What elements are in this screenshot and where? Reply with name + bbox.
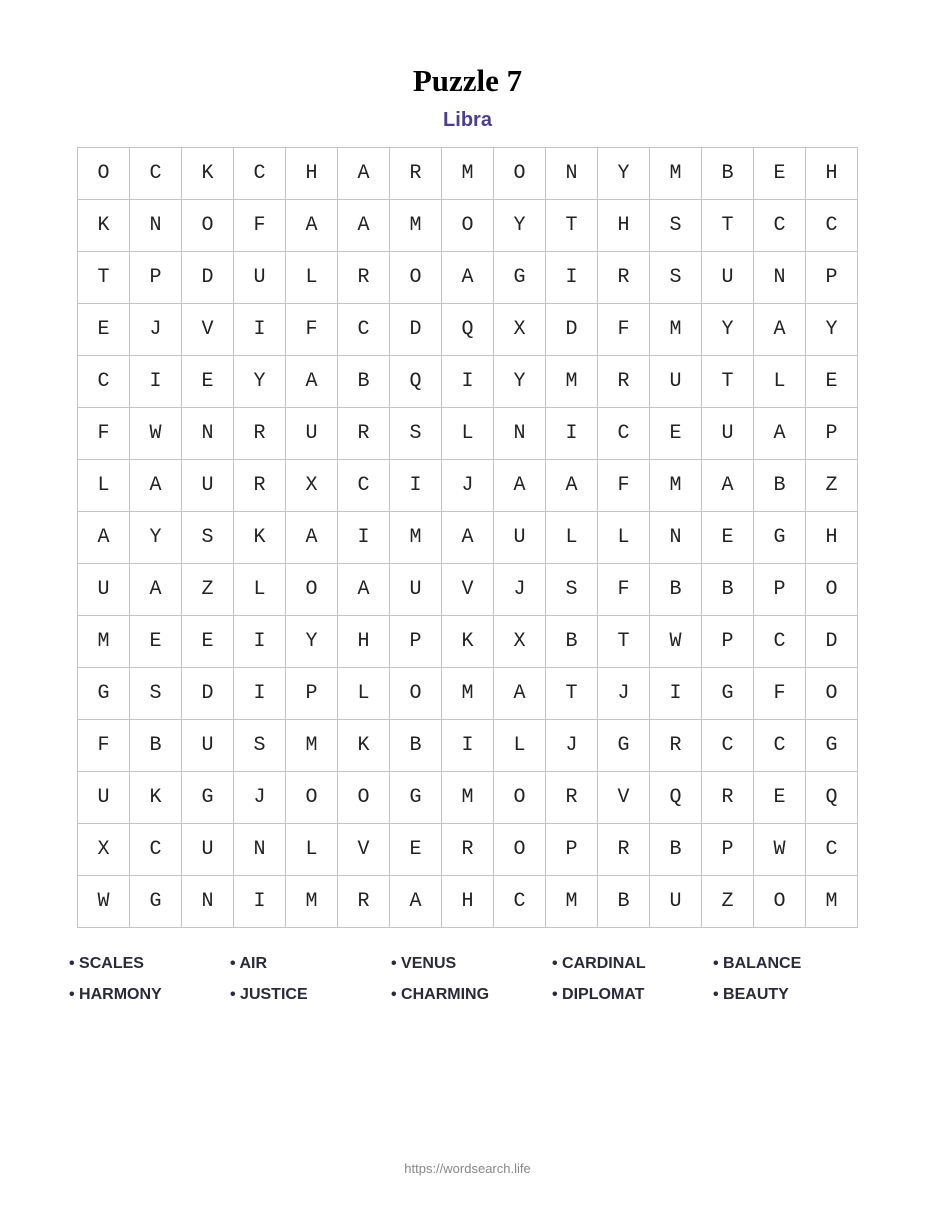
grid-cell: S [130, 668, 182, 720]
grid-cell: G [130, 876, 182, 928]
grid-cell: G [598, 720, 650, 772]
grid-cell: Y [494, 356, 546, 408]
grid-row [78, 252, 858, 304]
grid-cell: L [286, 252, 338, 304]
grid-cell: P [702, 824, 754, 876]
grid-cell: J [546, 720, 598, 772]
grid-cell: L [442, 408, 494, 460]
grid-cell: P [390, 616, 442, 668]
grid-cell: F [78, 408, 130, 460]
grid-cell: E [806, 356, 858, 408]
grid-cell: K [182, 148, 234, 200]
word-list [69, 953, 874, 1006]
grid-cell: A [494, 668, 546, 720]
grid-cell: C [78, 356, 130, 408]
grid-cell: I [546, 408, 598, 460]
grid-cell: S [390, 408, 442, 460]
grid-cell: T [546, 668, 598, 720]
grid-cell: C [494, 876, 546, 928]
grid-cell: R [442, 824, 494, 876]
grid-cell: V [182, 304, 234, 356]
grid-row [78, 720, 858, 772]
grid-cell: U [234, 252, 286, 304]
grid-row [78, 668, 858, 720]
grid-cell: O [286, 564, 338, 616]
grid-cell: B [338, 356, 390, 408]
word-list-item: • SCALES [69, 955, 144, 972]
grid-cell: L [546, 512, 598, 564]
grid-cell: I [442, 356, 494, 408]
grid-cell: A [546, 460, 598, 512]
grid-cell: B [650, 564, 702, 616]
word-list-item: • BEAUTY [713, 986, 789, 1003]
grid-cell: A [286, 356, 338, 408]
grid-cell: U [494, 512, 546, 564]
grid-cell: A [130, 564, 182, 616]
grid-cell: Q [390, 356, 442, 408]
grid-cell: I [442, 720, 494, 772]
grid-cell: A [338, 200, 390, 252]
grid-cell: L [338, 668, 390, 720]
grid-cell: P [546, 824, 598, 876]
grid-cell: M [78, 616, 130, 668]
grid-cell: T [546, 200, 598, 252]
grid-cell: V [338, 824, 390, 876]
grid-cell: U [182, 460, 234, 512]
footer-url: https://wordsearch.life [404, 1161, 531, 1176]
grid-cell: M [650, 304, 702, 356]
grid-cell: A [286, 512, 338, 564]
grid-cell: W [130, 408, 182, 460]
grid-cell: A [442, 252, 494, 304]
grid-cell: R [234, 460, 286, 512]
grid-cell: K [442, 616, 494, 668]
grid-cell: S [650, 200, 702, 252]
grid-cell: O [390, 668, 442, 720]
letter-grid [77, 147, 858, 928]
grid-cell: K [234, 512, 286, 564]
grid-cell: A [442, 512, 494, 564]
grid-cell: N [130, 200, 182, 252]
grid-cell: K [338, 720, 390, 772]
grid-cell: M [650, 460, 702, 512]
grid-cell: M [442, 668, 494, 720]
grid-cell: X [494, 616, 546, 668]
grid-cell: I [234, 668, 286, 720]
grid-cell: Z [182, 564, 234, 616]
grid-cell: O [494, 772, 546, 824]
grid-cell: C [338, 460, 390, 512]
grid-cell: O [390, 252, 442, 304]
grid-cell: N [546, 148, 598, 200]
grid-cell: R [650, 720, 702, 772]
grid-cell: E [182, 356, 234, 408]
grid-cell: U [390, 564, 442, 616]
grid-cell: Y [234, 356, 286, 408]
grid-cell: E [390, 824, 442, 876]
grid-cell: C [338, 304, 390, 356]
grid-cell: U [182, 824, 234, 876]
grid-cell: A [494, 460, 546, 512]
grid-cell: I [234, 616, 286, 668]
grid-cell: L [234, 564, 286, 616]
grid-cell: S [546, 564, 598, 616]
grid-cell: T [598, 616, 650, 668]
grid-cell: B [702, 564, 754, 616]
word-list-item: • CARDINAL [552, 955, 646, 972]
grid-cell: N [650, 512, 702, 564]
grid-cell: N [234, 824, 286, 876]
grid-cell: Y [702, 304, 754, 356]
grid-cell: X [494, 304, 546, 356]
grid-cell: K [78, 200, 130, 252]
grid-cell: A [754, 304, 806, 356]
grid-cell: Q [650, 772, 702, 824]
grid-cell: C [754, 616, 806, 668]
grid-cell: I [338, 512, 390, 564]
grid-cell: R [338, 408, 390, 460]
grid-cell: L [598, 512, 650, 564]
grid-cell: Y [598, 148, 650, 200]
grid-cell: L [286, 824, 338, 876]
grid-cell: E [754, 772, 806, 824]
grid-cell: U [650, 876, 702, 928]
word-list-item: • AIR [230, 955, 268, 972]
grid-row [78, 460, 858, 512]
grid-cell: R [598, 824, 650, 876]
grid-cell: Z [806, 460, 858, 512]
grid-cell: R [598, 356, 650, 408]
grid-row [78, 772, 858, 824]
grid-cell: A [338, 564, 390, 616]
grid-cell: F [234, 200, 286, 252]
grid-cell: C [806, 824, 858, 876]
grid-cell: O [754, 876, 806, 928]
grid-cell: P [806, 408, 858, 460]
grid-cell: X [78, 824, 130, 876]
word-list-item: • HARMONY [69, 986, 162, 1003]
grid-cell: C [598, 408, 650, 460]
grid-cell: U [78, 772, 130, 824]
word-list-item: • VENUS [391, 955, 457, 972]
grid-cell: Z [702, 876, 754, 928]
grid-cell: I [390, 460, 442, 512]
grid-cell: B [546, 616, 598, 668]
grid-cell: L [754, 356, 806, 408]
grid-cell: R [702, 772, 754, 824]
grid-row [78, 408, 858, 460]
grid-cell: H [806, 148, 858, 200]
grid-cell: R [338, 876, 390, 928]
grid-cell: M [286, 876, 338, 928]
grid-cell: F [754, 668, 806, 720]
grid-cell: O [338, 772, 390, 824]
grid-cell: I [546, 252, 598, 304]
grid-cell: W [754, 824, 806, 876]
grid-cell: X [286, 460, 338, 512]
grid-cell: A [286, 200, 338, 252]
grid-cell: F [78, 720, 130, 772]
grid-cell: U [702, 408, 754, 460]
word-list-item: • BALANCE [713, 955, 802, 972]
grid-cell: Q [442, 304, 494, 356]
grid-cell: B [650, 824, 702, 876]
grid-cell: F [598, 564, 650, 616]
grid-cell: U [78, 564, 130, 616]
grid-cell: O [494, 148, 546, 200]
grid-cell: T [702, 356, 754, 408]
grid-cell: C [754, 200, 806, 252]
grid-cell: R [234, 408, 286, 460]
puzzle-subtitle: Libra [443, 109, 492, 131]
grid-cell: T [78, 252, 130, 304]
grid-cell: M [286, 720, 338, 772]
grid-cell: W [650, 616, 702, 668]
word-list-item: • JUSTICE [230, 986, 308, 1003]
grid-cell: A [390, 876, 442, 928]
grid-cell: S [650, 252, 702, 304]
grid-cell: M [650, 148, 702, 200]
grid-row [78, 876, 858, 928]
grid-cell: C [754, 720, 806, 772]
grid-cell: J [598, 668, 650, 720]
grid-cell: H [338, 616, 390, 668]
grid-cell: N [754, 252, 806, 304]
grid-cell: E [754, 148, 806, 200]
grid-cell: U [650, 356, 702, 408]
grid-cell: R [598, 252, 650, 304]
grid-cell: D [546, 304, 598, 356]
grid-cell: I [234, 304, 286, 356]
grid-cell: D [182, 252, 234, 304]
grid-cell: M [442, 148, 494, 200]
grid-cell: C [130, 148, 182, 200]
grid-cell: E [78, 304, 130, 356]
grid-cell: U [286, 408, 338, 460]
grid-cell: Y [286, 616, 338, 668]
grid-cell: R [390, 148, 442, 200]
grid-cell: J [130, 304, 182, 356]
grid-cell: H [442, 876, 494, 928]
grid-cell: B [702, 148, 754, 200]
grid-cell: O [78, 148, 130, 200]
puzzle-title: Puzzle 7 [412, 63, 523, 98]
grid-cell: R [546, 772, 598, 824]
grid-cell: N [182, 876, 234, 928]
grid-row [78, 304, 858, 356]
grid-cell: L [78, 460, 130, 512]
grid-cell: O [442, 200, 494, 252]
grid-cell: G [806, 720, 858, 772]
grid-cell: Y [130, 512, 182, 564]
grid-cell: N [182, 408, 234, 460]
grid-cell: J [234, 772, 286, 824]
grid-cell: C [806, 200, 858, 252]
grid-cell: P [754, 564, 806, 616]
grid-cell: P [130, 252, 182, 304]
grid-row [78, 148, 858, 200]
grid-cell: U [702, 252, 754, 304]
grid-cell: P [286, 668, 338, 720]
grid-cell: L [494, 720, 546, 772]
grid-cell: H [598, 200, 650, 252]
grid-cell: V [598, 772, 650, 824]
grid-cell: S [234, 720, 286, 772]
grid-cell: P [702, 616, 754, 668]
grid-cell: D [182, 668, 234, 720]
grid-cell: O [806, 668, 858, 720]
grid-cell: G [754, 512, 806, 564]
grid-cell: T [702, 200, 754, 252]
grid-cell: G [78, 668, 130, 720]
grid-row [78, 824, 858, 876]
grid-cell: Q [806, 772, 858, 824]
grid-cell: M [546, 356, 598, 408]
grid-cell: A [702, 460, 754, 512]
grid-cell: O [806, 564, 858, 616]
grid-row [78, 616, 858, 668]
grid-cell: M [390, 512, 442, 564]
grid-cell: D [390, 304, 442, 356]
grid-cell: V [442, 564, 494, 616]
grid-row [78, 512, 858, 564]
grid-cell: H [286, 148, 338, 200]
grid-cell: J [442, 460, 494, 512]
grid-cell: Y [494, 200, 546, 252]
grid-cell: I [130, 356, 182, 408]
grid-cell: C [130, 824, 182, 876]
word-list-item: • DIPLOMAT [552, 986, 645, 1003]
grid-cell: F [286, 304, 338, 356]
grid-cell: B [130, 720, 182, 772]
grid-row [78, 564, 858, 616]
grid-cell: G [702, 668, 754, 720]
grid-cell: J [494, 564, 546, 616]
grid-cell: A [754, 408, 806, 460]
grid-cell: D [806, 616, 858, 668]
grid-cell: A [130, 460, 182, 512]
grid-cell: N [494, 408, 546, 460]
grid-cell: C [234, 148, 286, 200]
grid-cell: O [182, 200, 234, 252]
grid-cell: M [546, 876, 598, 928]
grid-cell: F [598, 304, 650, 356]
grid-cell: P [806, 252, 858, 304]
grid-cell: I [234, 876, 286, 928]
grid-cell: G [182, 772, 234, 824]
grid-cell: O [286, 772, 338, 824]
grid-cell: B [754, 460, 806, 512]
grid-cell: E [650, 408, 702, 460]
grid-cell: I [650, 668, 702, 720]
grid-row [78, 200, 858, 252]
grid-cell: C [702, 720, 754, 772]
grid-cell: E [130, 616, 182, 668]
grid-cell: O [494, 824, 546, 876]
grid-cell: G [390, 772, 442, 824]
grid-cell: E [182, 616, 234, 668]
grid-cell: E [702, 512, 754, 564]
grid-cell: B [390, 720, 442, 772]
grid-cell: A [338, 148, 390, 200]
word-list-item: • CHARMING [391, 986, 490, 1003]
grid-cell: B [598, 876, 650, 928]
grid-cell: W [78, 876, 130, 928]
grid-cell: M [442, 772, 494, 824]
grid-cell: A [78, 512, 130, 564]
grid-cell: R [338, 252, 390, 304]
grid-cell: Y [806, 304, 858, 356]
grid-cell: H [806, 512, 858, 564]
grid-cell: S [182, 512, 234, 564]
grid-cell: G [494, 252, 546, 304]
grid-cell: K [130, 772, 182, 824]
grid-row [78, 356, 858, 408]
grid-cell: M [806, 876, 858, 928]
grid-cell: U [182, 720, 234, 772]
grid-cell: F [598, 460, 650, 512]
grid-cell: M [390, 200, 442, 252]
